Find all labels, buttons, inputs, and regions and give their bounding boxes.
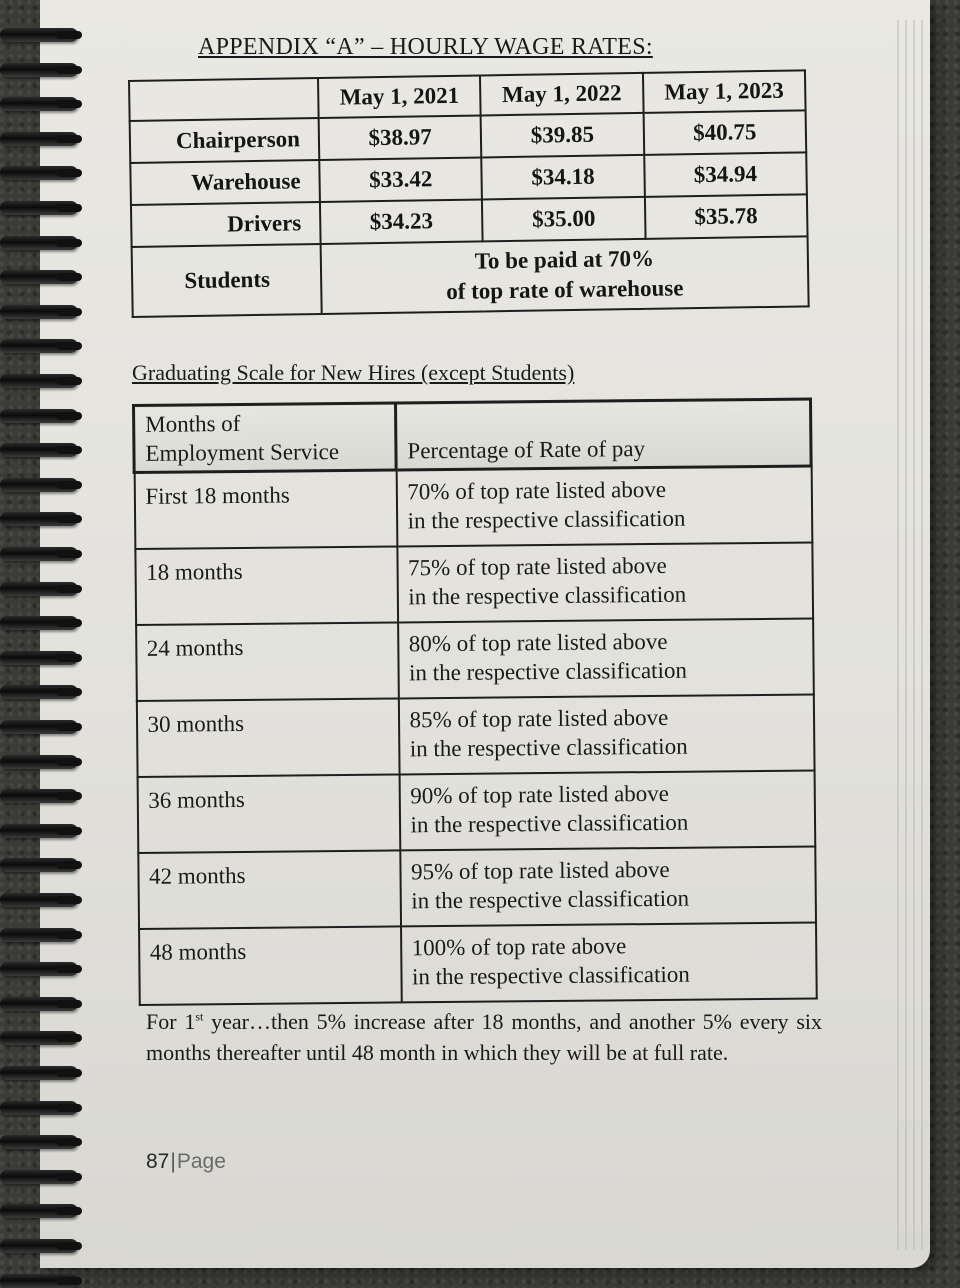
hourly-wage-table — [128, 69, 810, 318]
wage-cell: $40.75 — [643, 110, 806, 155]
scale-months: First 18 months — [134, 469, 397, 548]
scale-header-months-line2: Employment Service — [145, 438, 340, 466]
note-prefix: For 1 — [146, 1009, 196, 1034]
wage-row-label: Students — [132, 244, 322, 317]
scale-percentage-line1: 100% of top rate above — [411, 932, 627, 960]
scale-months: 18 months — [135, 546, 398, 625]
page-footer — [146, 1150, 226, 1174]
wage-header-2021: May 1, 2021 — [318, 75, 481, 118]
table-row — [138, 846, 816, 928]
graduating-scale-table — [132, 397, 818, 1005]
students-rate-cell — [321, 236, 809, 314]
wage-cell: $35.00 — [482, 197, 645, 242]
scale-percentage-line1: 90% of top rate listed above — [410, 780, 670, 808]
scale-percentage — [399, 770, 815, 850]
scale-percentage — [397, 542, 813, 622]
scale-percentage — [398, 694, 814, 774]
wage-cell: $38.97 — [319, 115, 482, 160]
wage-cell: $39.85 — [481, 113, 644, 158]
table-row — [134, 465, 812, 548]
graduating-scale-title: Graduating Scale for New Hires (except Students) — [132, 360, 575, 385]
table-row — [136, 618, 814, 700]
scale-percentage-line2: in the respective classification — [408, 658, 688, 686]
scale-percentage-line2: in the respective classification — [407, 506, 686, 534]
scale-percentage — [400, 846, 816, 926]
scale-percentage-line1: 80% of top rate listed above — [408, 628, 668, 656]
scale-header-months-line1: Months of — [145, 410, 241, 437]
scale-percentage-line2: in the respective classification — [411, 886, 690, 914]
wage-cell: $34.18 — [482, 155, 645, 200]
wage-cell: $34.23 — [320, 199, 483, 244]
scale-percentage-line2: in the respective classification — [411, 962, 690, 990]
table-row — [137, 770, 815, 852]
scale-months: 24 months — [136, 622, 399, 701]
scale-percentage-line1: 70% of top rate listed above — [407, 476, 667, 504]
scale-percentage-line2: in the respective classification — [408, 582, 687, 610]
scale-percentage — [401, 922, 817, 1002]
wage-row-students — [132, 236, 809, 317]
wage-header-blank — [129, 78, 319, 121]
table-row — [136, 694, 814, 776]
wage-cell: $34.94 — [644, 152, 807, 197]
page-label: Page — [176, 1150, 226, 1173]
scale-percentage-line1: 85% of top rate listed above — [409, 704, 669, 732]
wage-row-label: Warehouse — [130, 160, 320, 205]
scale-percentage-line2: in the respective classification — [410, 810, 689, 838]
scale-percentage-line1: 95% of top rate listed above — [410, 856, 670, 884]
note-rest: year…then 5% increase after 18 months, and another 5% every six months thereafter until 48 month in which they will be at full rate. — [146, 1009, 822, 1066]
wage-row-label: Drivers — [131, 202, 321, 247]
scale-percentage — [396, 465, 812, 545]
note-superscript: st — [195, 1009, 204, 1024]
footer-separator: | — [170, 1150, 176, 1173]
scale-percentage — [398, 618, 814, 698]
scale-months: 48 months — [139, 926, 402, 1005]
scale-percentage-line2: in the respective classification — [409, 734, 688, 762]
students-rate-line2: of top rate of warehouse — [446, 275, 684, 305]
page-number: 87 — [146, 1150, 170, 1173]
scale-months: 36 months — [137, 774, 400, 853]
scale-note — [146, 1006, 822, 1068]
scale-months: 42 months — [138, 850, 401, 929]
wage-row-label: Chairperson — [130, 118, 320, 163]
wage-header-2022: May 1, 2022 — [480, 73, 643, 116]
scale-months: 30 months — [136, 698, 399, 777]
scale-header-percentage: Percentage of Rate of pay — [396, 399, 812, 469]
appendix-title: APPENDIX “A” – HOURLY WAGE RATES: — [198, 34, 653, 60]
table-row — [135, 542, 813, 624]
scale-header-row — [134, 399, 812, 472]
scale-percentage-line1: 75% of top rate listed above — [407, 552, 667, 580]
scale-header-months — [134, 403, 397, 472]
wage-cell: $35.78 — [645, 194, 808, 239]
table-row — [139, 922, 817, 1004]
wage-header-2023: May 1, 2023 — [643, 70, 806, 113]
wage-cell: $33.42 — [319, 157, 482, 202]
students-rate-line1: To be paid at 70% — [474, 245, 655, 274]
